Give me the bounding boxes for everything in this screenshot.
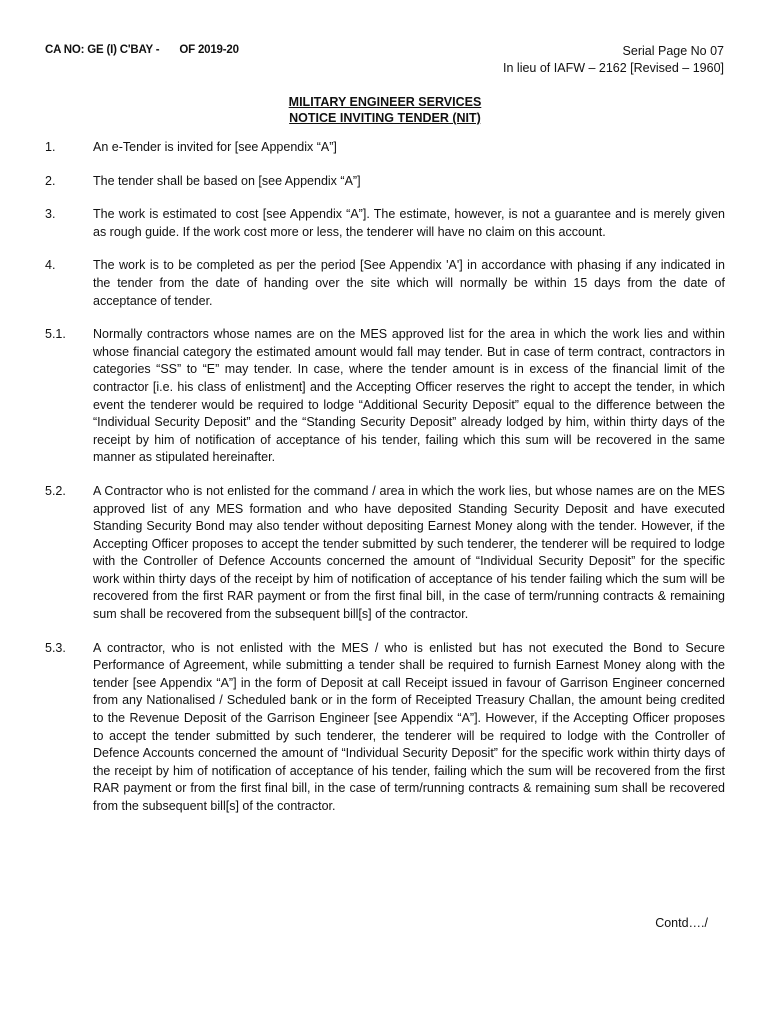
contract-number	[45, 44, 239, 56]
page-reference	[503, 43, 724, 77]
clause-5-1	[45, 326, 725, 467]
clause-text: The work is to be completed as per the period [See Appendix 'A'] in accordance with phasing if any indicated in the tender from the date of handing over the site which will normally be within 15 days from the date of acceptance of tender.	[93, 258, 725, 308]
clause-text: The work is estimated to cost [see Appendix “A”]. The estimate, however, is not a guarantee and is merely given as rough guide. If the work cost more or less, the tenderer will have no claim on this account.	[93, 207, 725, 239]
continued-marker: Contd…./	[655, 916, 708, 930]
nit-clauses	[45, 139, 725, 816]
clause-5-2	[45, 483, 725, 624]
clause-number: 5.2.	[45, 483, 66, 498]
clause-text: A Contractor who is not enlisted for the command / area in which the work lies, but whose names are on the MES approved list of any MES formation and who have deposited Standing Security Deposit and have executed Standing Security Bond may also tender without depositing Earnest Money along with the tender. However, if the Accepting Officer proposes to accept the tender submitted by such tenderer, the tenderer will be required to lodge with the Controller of Defence Accounts concerned the amount of “Individual Security Deposit” for the specific work within thirty days of the receipt by him of notification of acceptance of his tender failing which the sum will be recovered from the first RAR payment or from the first final bill, in the case of term/running contracts & remaining sum shall be recovered from the subsequent bill[s] of the contractor.	[93, 483, 725, 622]
clause-number: 5.1.	[45, 327, 66, 342]
clause-4	[45, 257, 725, 310]
title-line-2: NOTICE INVITING TENDER (NIT)	[289, 111, 481, 125]
clause-text: An e-Tender is invited for [see Appendix “A”]	[93, 140, 337, 154]
clause-5-3	[45, 640, 725, 816]
serial-page-number: Serial Page No 07	[622, 44, 724, 58]
clause-2	[45, 173, 725, 191]
clause-number: 2.	[45, 173, 56, 188]
in-lieu-reference: In lieu of IAFW – 2162 [Revised – 1960]	[503, 61, 724, 75]
clause-number: 3.	[45, 207, 56, 222]
clause-number: 5.3.	[45, 640, 66, 655]
clause-text: The tender shall be based on [see Appendix “A”]	[93, 173, 361, 188]
contract-year: OF 2019-20	[179, 44, 239, 56]
clause-number: 1.	[45, 140, 56, 154]
clause-1	[45, 139, 725, 157]
title-line-1: MILITARY ENGINEER SERVICES	[288, 95, 482, 109]
document-title	[0, 94, 770, 126]
clause-3	[45, 206, 725, 241]
ca-number: CA NO: GE (I) C'BAY -	[45, 44, 160, 56]
clause-text: Normally contractors whose names are on the MES approved list for the area in which the work lies and within whose financial category the estimated amount would fall may tender. But in case of term contract, contractors in categories “SS” to “E” may tender. In case, where the tender amount is in excess of the financial limit of the contractor [i.e. his class of enlistment] and the Accepting Officer reserves the right to accept the tender, in which event the tenderer would be required to lodge “Additional Security Deposit” equal to the difference between the “Individual Security Deposit” and the “Standing Security Deposit” already lodged by him, within thirty days of the receipt by him of notification of acceptance of his tender, failing which this sum will be recovered in the same manner as stipulated hereinafter.	[93, 327, 725, 465]
clause-number: 4.	[45, 258, 56, 273]
clause-text: A contractor, who is not enlisted with the MES / who is enlisted but has not executed the Bond to Secure Performance of Agreement, while submitting a tender shall be required to furnish Earnest Money along with the tender [see Appendix “A”] in the form of Deposit at call Receipt issued in favour of Garrison Engineer concerned from any Nationalised / Scheduled bank or in the form of Receipted Treasury Challan, the amount being credited to the Revenue Deposit of the Garrison Engineer [see Appendix “A”]. However, if the Accepting Officer proposes to accept the tender submitted by such tenderer, the tenderer will be required to lodge with the Controller of Defence Accounts concerned the amount of “Individual Security Deposit” for the specific work within thirty days of the receipt by him of notification of acceptance of his tender, failing which the sum will be recovered from the first RAR payment or from the first final bill, in the case of term/running contracts & remaining sum shall be recovered from the subsequent bill[s] of the contractor.	[93, 640, 725, 813]
